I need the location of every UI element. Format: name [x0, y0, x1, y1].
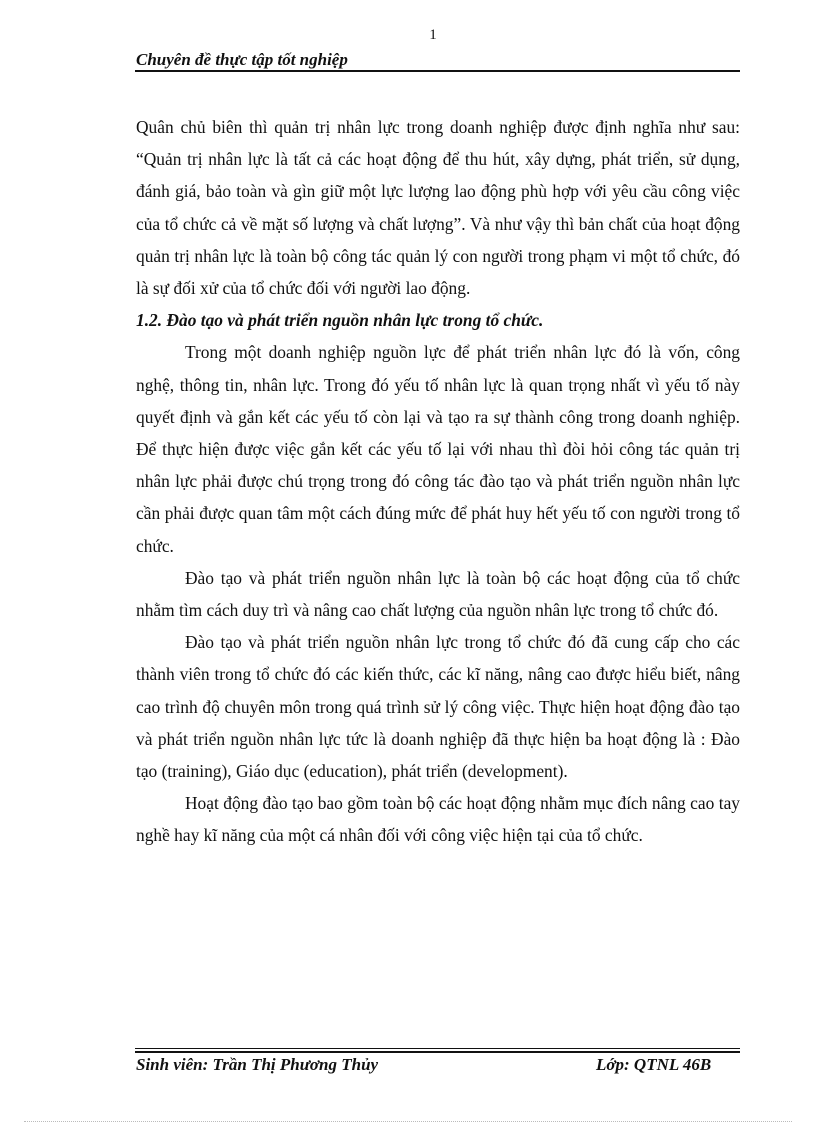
paragraph-3: Đào tạo và phát triển nguồn nhân lực là toàn bộ các hoạt động của tổ chức nhằm tìm cách duy trì và nâng cao chất lượng của nguồn nhân lực trong tổ chức đó. — [136, 567, 740, 621]
paragraph-5: Hoạt động đào tạo bao gồm toàn bộ các hoạt động nhằm mục đích nâng cao tay nghề hay kĩ năng của một cá nhân đối với công việc hiện tại của tổ chức. — [136, 793, 740, 846]
section-heading: 1.2. Đào tạo và phát triển nguồn nhân lực trong tổ chức. — [136, 310, 544, 331]
paragraph-4: Đào tạo và phát triển nguồn nhân lực trong tổ chức đó đã cung cấp cho các thành viên trong tổ chức đó các kiến thức, các kĩ năng, nâng cao được hiểu biết, nâng cao trình độ chuyên môn trong quá trình sử lý công việc. Thực hiện hoạt động đào tạo và phát triển nguồn nhân lực tức là doanh nghiệp đã thực hiện ba hoạt động là : Đào tạo (training), Giáo dục (education), phát triển (development). — [136, 632, 740, 782]
footer-rule — [135, 1048, 740, 1049]
page-edge-divider — [24, 1121, 792, 1122]
page-number: 1 — [429, 27, 437, 43]
footer-student-name: Sinh viên: Trần Thị Phương Thủy — [136, 1055, 379, 1074]
footer-class-name: Lớp: QTNL 46B — [596, 1055, 712, 1074]
document-body — [136, 111, 740, 852]
header-rule — [135, 70, 740, 72]
paragraph-1: Quân chủ biên thì quản trị nhân lực trong doanh nghiệp được định nghĩa như sau: “Quản trị nhân lực là tất cả các hoạt động để thu hút, xây dựng, phát triển, sử dụng, đánh giá, bảo toàn và gìn giữ một lực lượng lao động phù hợp với yêu cầu công việc của tổ chức cả về mặt số lượng và chất lượng”. Và như vậy thì bản chất của hoạt động quản trị nhân lực là toàn bộ công tác quản lý con người trong phạm vi một tổ chức, đó là sự đối xử của tổ chức đối với người lao động. — [136, 117, 740, 299]
footer-rule-thick — [135, 1051, 740, 1053]
paragraph-2: Trong một doanh nghiệp nguồn lực để phát triển nhân lực đó là vốn, công nghệ, thông tin, nhân lực. Trong đó yếu tố nhân lực là quan trọng nhất vì yếu tố này quyết định và gắn kết các yếu tố còn lại và tạo ra sự thành công trong doanh nghiệp. Để thực hiện được việc gắn kết các yếu tố lại với nhau thì đòi hỏi công tác quản trị nhân lực phải được chú trọng trong đó công tác đào tạo và phát triển nguồn nhân lực cần phải được quan tâm một cách đúng mức để phát huy hết yếu tố con người trong tổ chức. — [136, 342, 740, 556]
header-title: Chuyên đề thực tập tốt nghiệp — [136, 50, 348, 69]
